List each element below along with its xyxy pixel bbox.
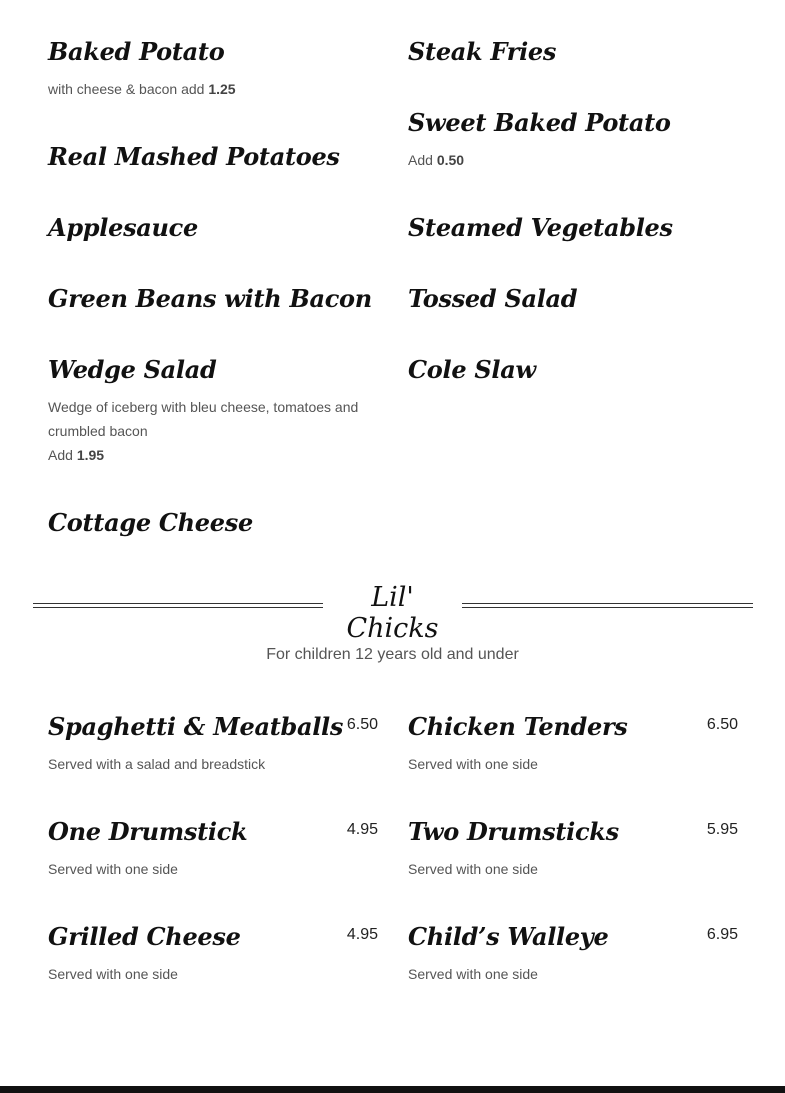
- menu-item: [408, 817, 738, 881]
- menu-item: [48, 817, 378, 881]
- item-description: Served with one side: [408, 756, 538, 772]
- section-title: Lil' Chicks: [346, 582, 439, 644]
- item-name: Tossed Salad: [408, 284, 578, 313]
- menu-item: [408, 922, 738, 986]
- item-price: 6.50: [706, 716, 738, 733]
- item-description: Wedge of iceberg with bleu cheese, tomatoes and crumbled bacon: [48, 399, 359, 439]
- menu-item: [48, 355, 378, 467]
- addon-price: 1.95: [76, 447, 105, 463]
- menu-item: [48, 508, 378, 538]
- menu-item: [48, 213, 378, 243]
- divider-left: [33, 603, 323, 608]
- item-price: 5.95: [706, 821, 738, 838]
- item-description: Served with one side: [408, 966, 538, 982]
- item-price: 4.95: [346, 926, 378, 943]
- item-name: Applesauce: [48, 213, 198, 242]
- item-price: 6.95: [706, 926, 738, 943]
- menu-item: [408, 37, 738, 67]
- item-name: Two Drumsticks: [408, 817, 619, 846]
- addon-price: 0.50: [436, 152, 465, 168]
- item-addon: [48, 77, 378, 101]
- menu-item: [408, 213, 738, 243]
- item-name: Wedge Salad: [48, 355, 217, 384]
- menu-item: [408, 712, 738, 776]
- menu-item: [48, 922, 378, 986]
- item-price: 6.50: [346, 716, 378, 733]
- menu-item: [48, 284, 378, 314]
- item-name: Grilled Cheese: [48, 922, 241, 951]
- item-name: Green Beans with Bacon: [48, 284, 372, 313]
- menu-item: [408, 355, 738, 385]
- menu-item: [408, 108, 738, 172]
- item-name: Spaghetti & Meatballs: [48, 712, 344, 741]
- item-name: One Drumstick: [48, 817, 248, 846]
- menu-item: [48, 142, 378, 172]
- item-addon: [48, 443, 378, 467]
- item-description: Served with one side: [48, 861, 178, 877]
- item-price: 4.95: [346, 821, 378, 838]
- item-name: Child’s Walleye: [408, 922, 609, 951]
- item-description: Served with a salad and breadstick: [48, 756, 266, 772]
- addon-text: Add: [408, 152, 433, 168]
- menu-item: [48, 712, 378, 776]
- item-name: Cottage Cheese: [48, 508, 253, 537]
- addon-text: with cheese & bacon add: [48, 81, 205, 97]
- item-name: Baked Potato: [48, 37, 225, 66]
- menu-item: [408, 284, 738, 314]
- item-name: Steamed Vegetables: [408, 213, 673, 242]
- section-header-lil-chicks: [33, 580, 753, 644]
- addon-text: Add: [48, 447, 73, 463]
- menu-item: [48, 37, 378, 101]
- item-name: Sweet Baked Potato: [408, 108, 671, 137]
- item-description: Served with one side: [408, 861, 538, 877]
- item-name: Cole Slaw: [408, 355, 536, 384]
- footer-bar: [0, 1086, 785, 1093]
- item-name: Real Mashed Potatoes: [48, 142, 340, 171]
- item-description: Served with one side: [48, 966, 178, 982]
- item-addon: [408, 148, 738, 172]
- section-subtitle: For children 12 years old and under: [266, 646, 519, 663]
- item-name: Steak Fries: [408, 37, 557, 66]
- divider-right: [462, 603, 753, 608]
- addon-price: 1.25: [208, 81, 236, 97]
- item-name: Chicken Tenders: [408, 712, 628, 741]
